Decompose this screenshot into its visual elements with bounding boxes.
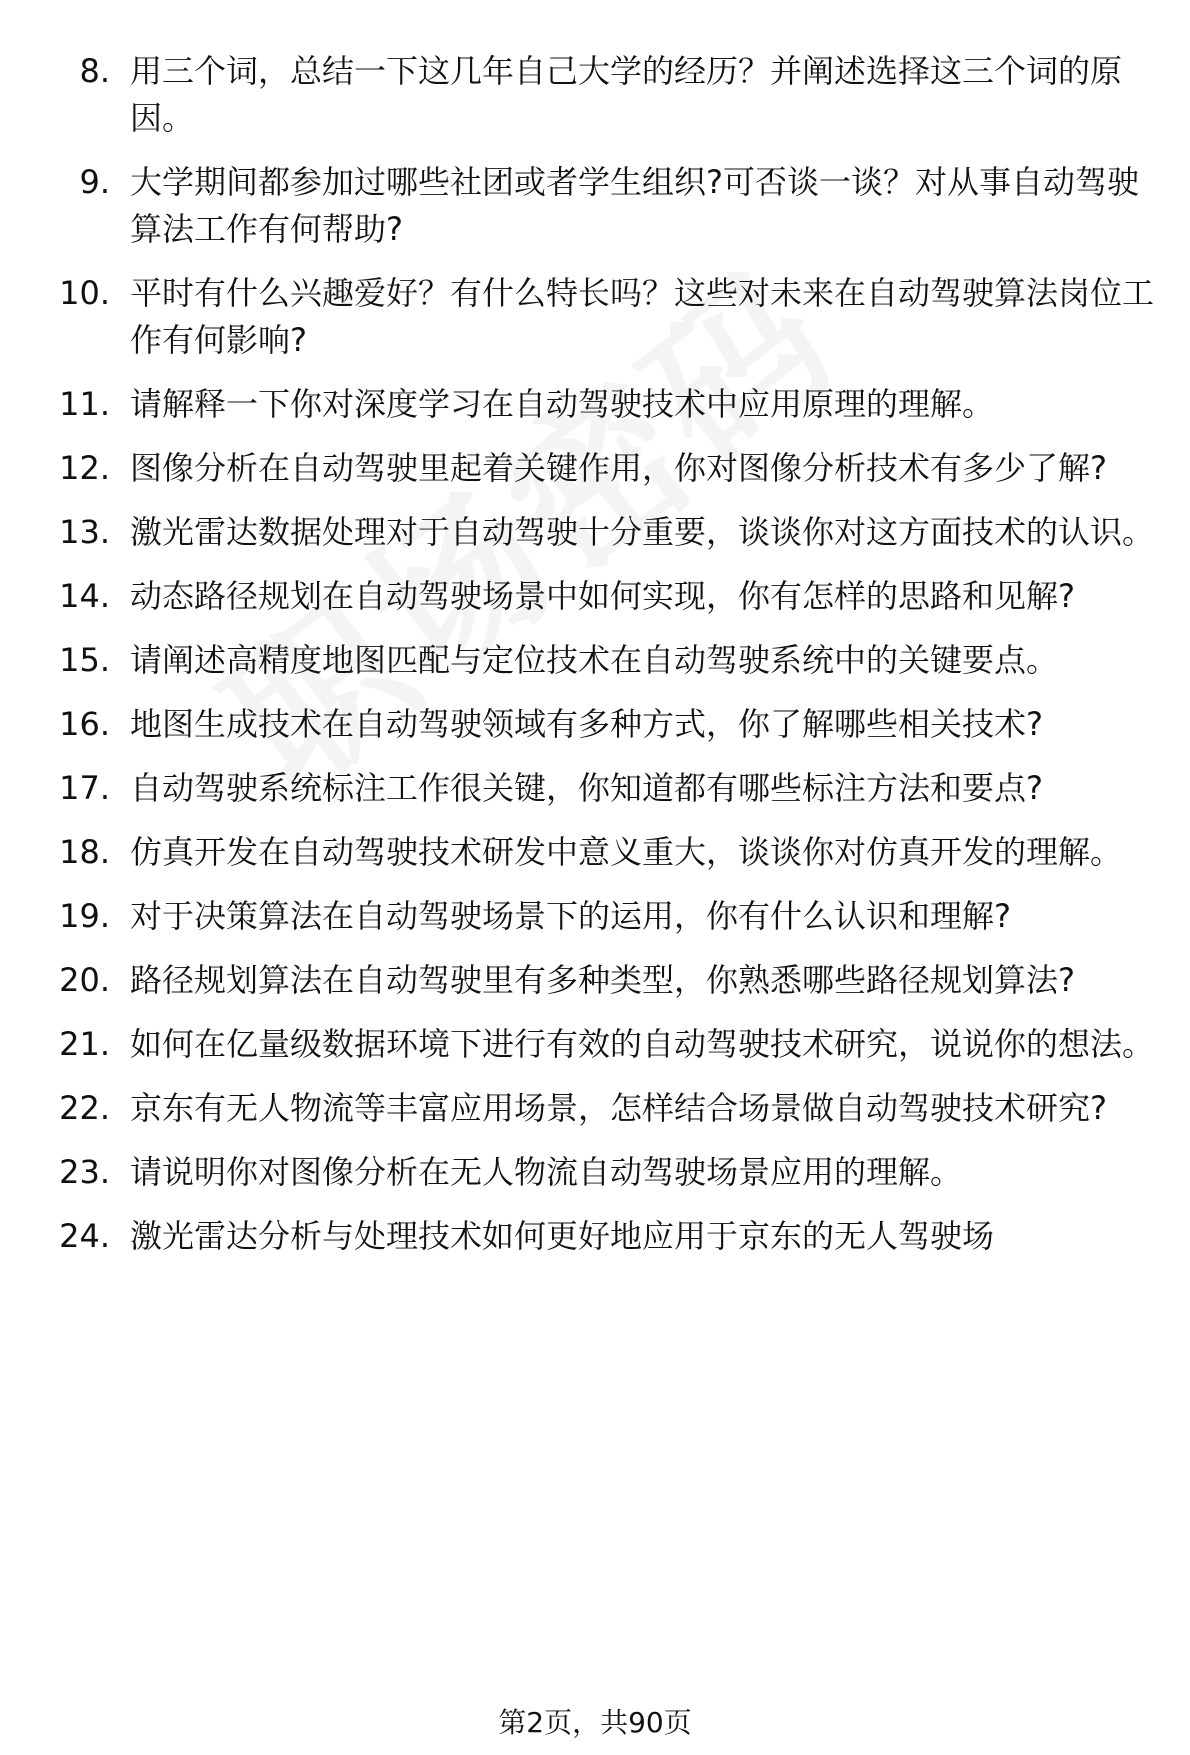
question-text: 如何在亿量级数据环境下进行有效的自动驾驶技术研究，说说你的想法。 bbox=[130, 1025, 1155, 1063]
question-number: 12. bbox=[59, 449, 110, 487]
question-number: 8. bbox=[79, 52, 110, 90]
question-item bbox=[0, 829, 1190, 876]
question-text: 用三个词，总结一下这几年自己大学的经历？并阐述选择这三个词的原因。 bbox=[130, 52, 1123, 137]
question-text: 自动驾驶系统标注工作很关键，你知道都有哪些标注方法和要点? bbox=[130, 769, 1043, 807]
question-number: 23. bbox=[59, 1153, 110, 1191]
question-item bbox=[0, 509, 1190, 556]
question-item bbox=[0, 445, 1190, 492]
question-list bbox=[0, 48, 1190, 1277]
question-text: 大学期间都参加过哪些社团或者学生组织?可否谈一谈？对从事自动驾驶算法工作有何帮助? bbox=[130, 163, 1139, 248]
question-item bbox=[0, 637, 1190, 684]
question-item bbox=[0, 1085, 1190, 1132]
question-text: 动态路径规划在自动驾驶场景中如何实现，你有怎样的思路和见解? bbox=[130, 577, 1075, 615]
question-item bbox=[0, 381, 1190, 428]
question-number: 10. bbox=[59, 274, 110, 312]
question-number: 13. bbox=[59, 513, 110, 551]
question-text: 请解释一下你对深度学习在自动驾驶技术中应用原理的理解。 bbox=[130, 385, 995, 423]
question-number: 11. bbox=[59, 385, 110, 423]
question-text: 激光雷达数据处理对于自动驾驶十分重要，谈谈你对这方面技术的认识。 bbox=[130, 513, 1155, 551]
question-number: 20. bbox=[59, 961, 110, 999]
question-number: 24. bbox=[59, 1217, 110, 1255]
question-number: 18. bbox=[59, 833, 110, 871]
question-item bbox=[0, 1021, 1190, 1068]
question-item bbox=[0, 893, 1190, 940]
question-number: 9. bbox=[79, 163, 110, 201]
question-item bbox=[0, 765, 1190, 812]
page-footer: 第2页，共90页 bbox=[498, 1706, 692, 1739]
question-number: 19. bbox=[59, 897, 110, 935]
question-text: 京东有无人物流等丰富应用场景，怎样结合场景做自动驾驶技术研究? bbox=[130, 1089, 1107, 1127]
question-number: 16. bbox=[59, 705, 110, 743]
question-text: 路径规划算法在自动驾驶里有多种类型，你熟悉哪些路径规划算法? bbox=[130, 961, 1075, 999]
question-text: 激光雷达分析与处理技术如何更好地应用于京东的无人驾驶场 bbox=[130, 1217, 995, 1255]
question-number: 21. bbox=[59, 1025, 110, 1063]
question-item bbox=[0, 701, 1190, 748]
question-item bbox=[0, 1213, 1190, 1260]
question-text: 对于决策算法在自动驾驶场景下的运用，你有什么认识和理解? bbox=[130, 897, 1011, 935]
question-number: 17. bbox=[59, 769, 110, 807]
question-item bbox=[0, 1149, 1190, 1196]
question-number: 14. bbox=[59, 577, 110, 615]
question-number: 22. bbox=[59, 1089, 110, 1127]
question-number: 15. bbox=[59, 641, 110, 679]
question-text: 平时有什么兴趣爱好？有什么特长吗？这些对未来在自动驾驶算法岗位工作有何影响? bbox=[130, 274, 1155, 359]
question-item bbox=[0, 957, 1190, 1004]
question-item bbox=[0, 159, 1190, 253]
question-text: 地图生成技术在自动驾驶领域有多种方式，你了解哪些相关技术? bbox=[130, 705, 1043, 743]
question-item bbox=[0, 48, 1190, 142]
question-item bbox=[0, 573, 1190, 620]
question-text: 请阐述高精度地图匹配与定位技术在自动驾驶系统中的关键要点。 bbox=[130, 641, 1059, 679]
question-text: 图像分析在自动驾驶里起着关键作用，你对图像分析技术有多少了解? bbox=[130, 449, 1107, 487]
question-text: 请说明你对图像分析在无人物流自动驾驶场景应用的理解。 bbox=[130, 1153, 963, 1191]
question-item bbox=[0, 270, 1190, 364]
question-text: 仿真开发在自动驾驶技术研发中意义重大，谈谈你对仿真开发的理解。 bbox=[130, 833, 1123, 871]
